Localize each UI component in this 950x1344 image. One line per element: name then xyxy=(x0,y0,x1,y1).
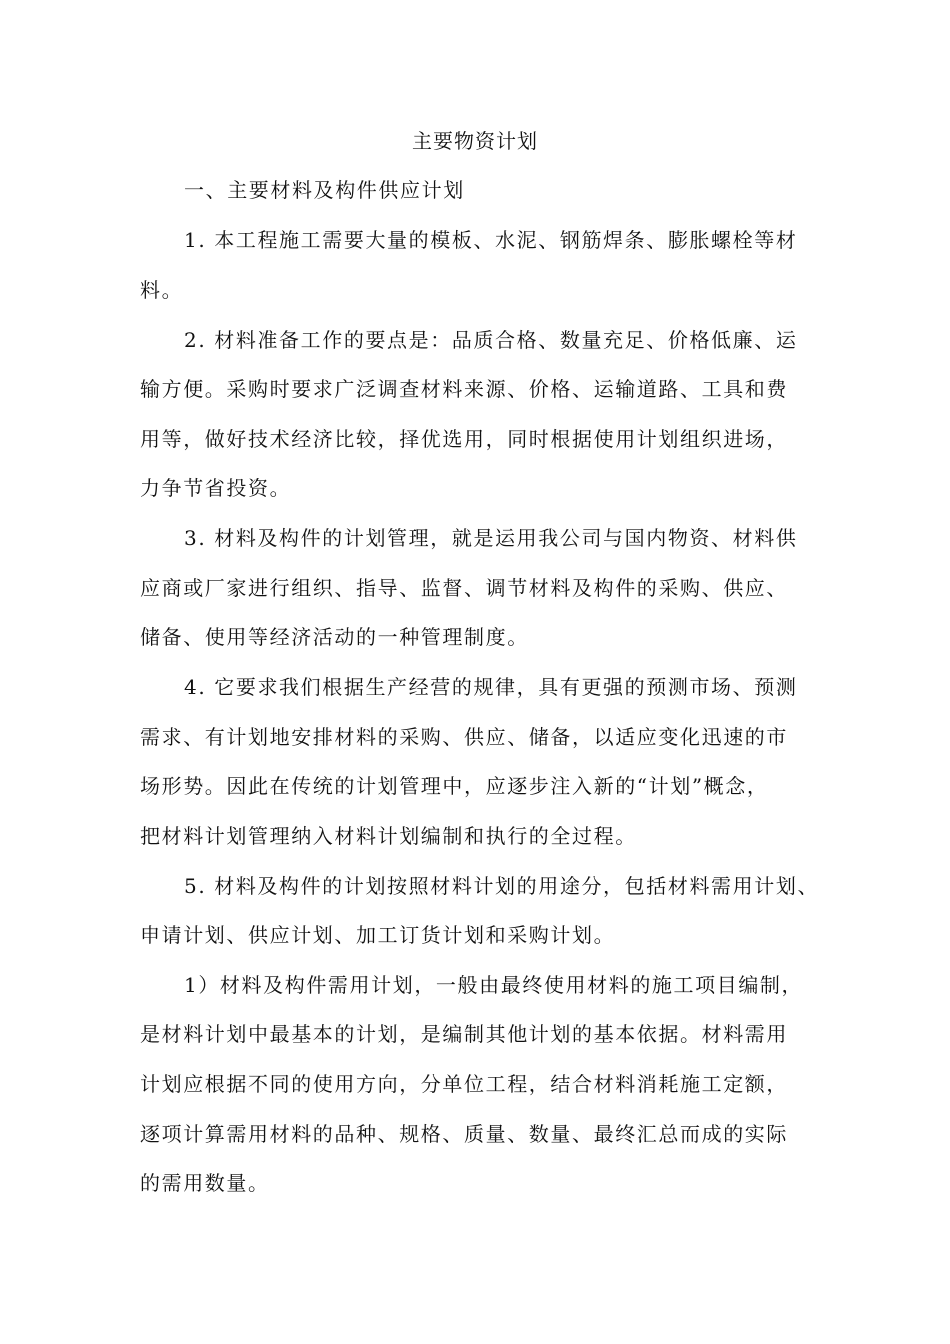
paragraph-line: 输方便。采购时要求广泛调查材料来源、价格、运输道路、工具和费 xyxy=(140,377,788,401)
paragraph-line: 需求、有计划地安排材料的采购、供应、储备，以适应变化迅速的市 xyxy=(140,725,788,749)
paragraph-line: 1. 本工程施工需要大量的模板、水泥、钢筋焊条、膨胀螺栓等材 xyxy=(184,228,798,252)
paragraph-line: 应商或厂家进行组织、指导、监督、调节材料及构件的采购、供应、 xyxy=(140,576,788,600)
paragraph-line: 逐项计算需用材料的品种、规格、质量、数量、最终汇总而成的实际 xyxy=(140,1122,788,1146)
paragraph-line: 储备、使用等经济活动的一种管理制度。 xyxy=(140,625,529,649)
paragraph-line: 申请计划、供应计划、加工订货计划和采购计划。 xyxy=(140,923,616,947)
paragraph-line: 力争节省投资。 xyxy=(140,476,292,500)
document-title: 主要物资计划 xyxy=(412,129,538,153)
paragraph-line: 计划应根据不同的使用方向，分单位工程，结合材料消耗施工定额， xyxy=(140,1072,788,1096)
section-heading: 一、主要材料及构件供应计划 xyxy=(184,178,465,202)
paragraph-line: 的需用数量。 xyxy=(140,1171,270,1195)
paragraph-line: 是材料计划中最基本的计划，是编制其他计划的基本依据。材料需用 xyxy=(140,1022,788,1046)
paragraph-line: 3. 材料及构件的计划管理，就是运用我公司与国内物资、材料供 xyxy=(184,526,798,550)
paragraph-line: 1）材料及构件需用计划，一般由最终使用材料的施工项目编制， xyxy=(184,973,804,997)
paragraph-line: 5. 材料及构件的计划按照材料计划的用途分，包括材料需用计划、 xyxy=(184,874,820,898)
paragraph-line: 用等，做好技术经济比较，择优选用，同时根据使用计划组织进场， xyxy=(140,427,788,451)
paragraph-line: 把材料计划管理纳入材料计划编制和执行的全过程。 xyxy=(140,824,637,848)
paragraph-line: 场形势。因此在传统的计划管理中，应逐步注入新的“计划”概念， xyxy=(140,774,769,798)
paragraph-line: 料。 xyxy=(140,278,184,302)
paragraph-line: 4. 它要求我们根据生产经营的规律，具有更强的预测市场、预测 xyxy=(184,675,798,699)
paragraph-line: 2. 材料准备工作的要点是：品质合格、数量充足、价格低廉、运 xyxy=(184,328,798,352)
